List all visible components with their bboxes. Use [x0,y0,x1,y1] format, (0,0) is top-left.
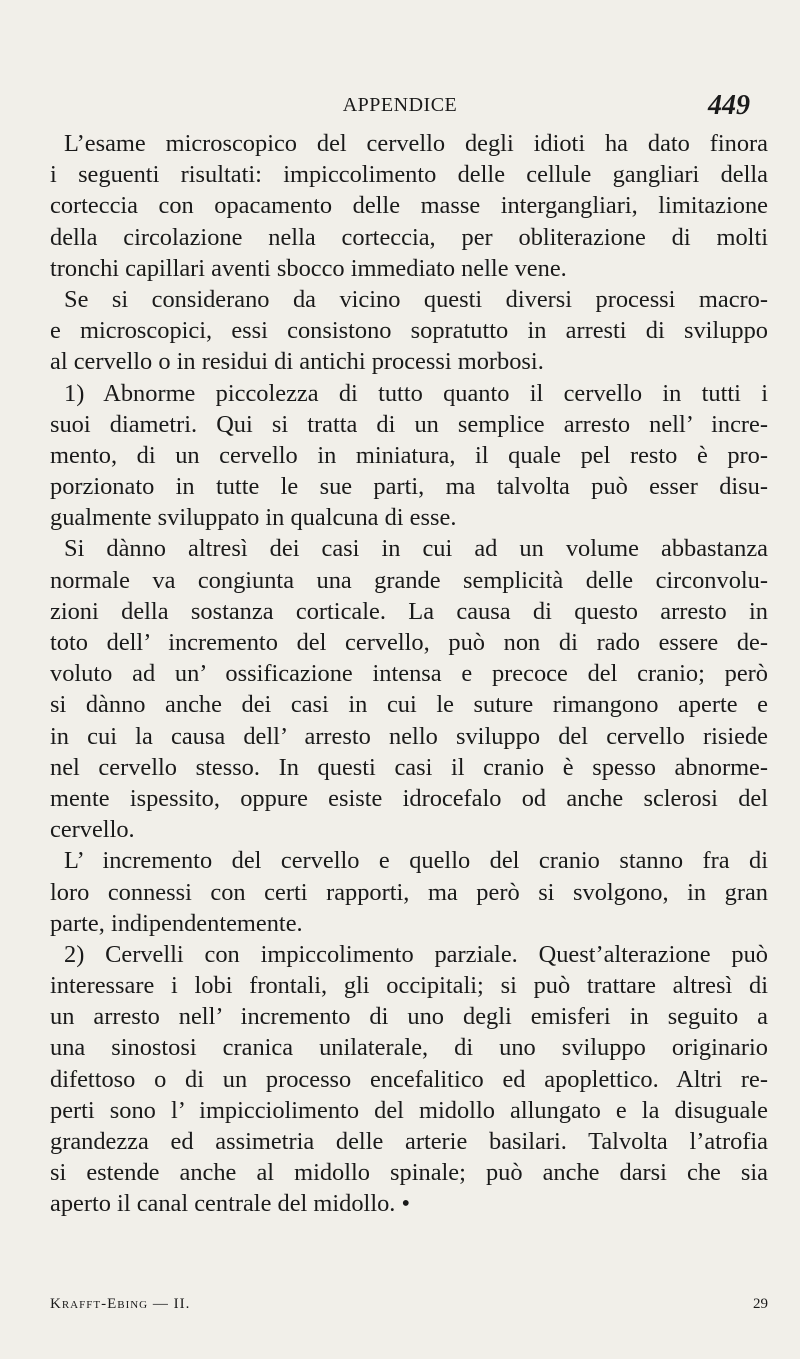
footer-author: Krafft-Ebing — II. [50,1296,191,1312]
text-line: Si dànno altresì dei casi in cui ad un volume abbastanza [64,535,768,563]
text-line: corteccia con opacamento delle masse intergangliari, limitazione [50,192,768,220]
text-line: grandezza ed assimetria delle arterie basilari. Talvolta l’atrofia [50,1128,768,1155]
text-line: una sinostosi cranica unilaterale, di uno sviluppo originario [50,1034,768,1062]
text-line: cervello. [50,816,135,844]
text-line: in cui la causa dell’ arresto nello sviluppo del cervello risiede [50,722,768,750]
text-line: un arresto nell’ incremento di uno degli emisferi in seguito a [50,1003,768,1031]
text-line: mento, di un cervello in miniatura, il quale pel resto è pro- [50,441,768,469]
text-line: mente ispessito, oppure esiste idrocefalo od anche sclerosi del [50,784,768,812]
text-line: loro connessi con certi rapporti, ma però si svolgono, in gran [50,878,768,906]
text-line: zioni della sostanza corticale. La causa di questo arresto in [50,597,768,625]
text-line: si estende anche al midollo spinale; può anche darsi che sia [50,1159,768,1187]
page-footer [50,1296,768,1320]
text-line: della circolazione nella corteccia, per obliterazione di molti [50,223,768,251]
text-line: voluto ad un’ ossificazione intensa e precoce del cranio; però [50,660,768,688]
text-line: 2) Cervelli con impiccolimento parziale. Quest’alterazione può [64,940,768,968]
text-line: nel cervello stesso. In questi casi il cranio è spesso abnorme- [50,753,768,781]
text-line: parte, indipendentemente. [50,909,303,937]
text-line: al cervello o in residui di antichi processi morbosi. [50,348,544,376]
page-number: 449 [708,90,750,121]
text-line: porzionato in tutte le sue parti, ma talvolta può esser disu- [50,473,768,501]
text-line: tronchi capillari aventi sbocco immediato nelle vene. [50,254,567,282]
text-line: aperto il canal centrale del midollo. • [50,1190,411,1218]
text-line: difettoso o di un processo encefalitico ed apoplettico. Altri re- [50,1065,768,1093]
text-line: L’esame microscopico del cervello degli idioti ha dato finora [64,130,768,157]
text-line: si dànno anche dei casi in cui le suture rimangono aperte e [50,691,768,719]
text-line: Se si considerano da vicino questi diversi processi macro- [64,285,768,313]
text-line: suoi diametri. Qui si tratta di un semplice arresto nell’ incre- [50,410,768,438]
text-line: gualmente sviluppato in qualcuna di esse. [50,504,457,532]
text-line: interessare i lobi frontali, gli occipitali; si può trattare altresì di [50,972,768,1000]
text-line: e microscopici, essi consistono sopratutto in arresti di sviluppo [50,317,768,345]
body-text [50,128,768,1220]
signature-mark: 29 [753,1296,768,1312]
text-line: L’ incremento del cervello e quello del cranio stanno fra di [64,847,768,875]
text-line: normale va congiunta una grande semplicità delle circonvolu- [50,566,768,594]
text-line: perti sono l’ impicciolimento del midollo allungato e la disuguale [50,1096,768,1124]
running-head [0,92,800,122]
running-title: APPENDICE [342,94,458,116]
text-line: i seguenti risultati: impiccolimento delle cellule gangliari della [50,161,768,189]
text-line: toto dell’ incremento del cervello, può non di rado essere de- [50,629,768,656]
text-line: 1) Abnorme piccolezza di tutto quanto il cervello in tutti i [64,379,768,407]
